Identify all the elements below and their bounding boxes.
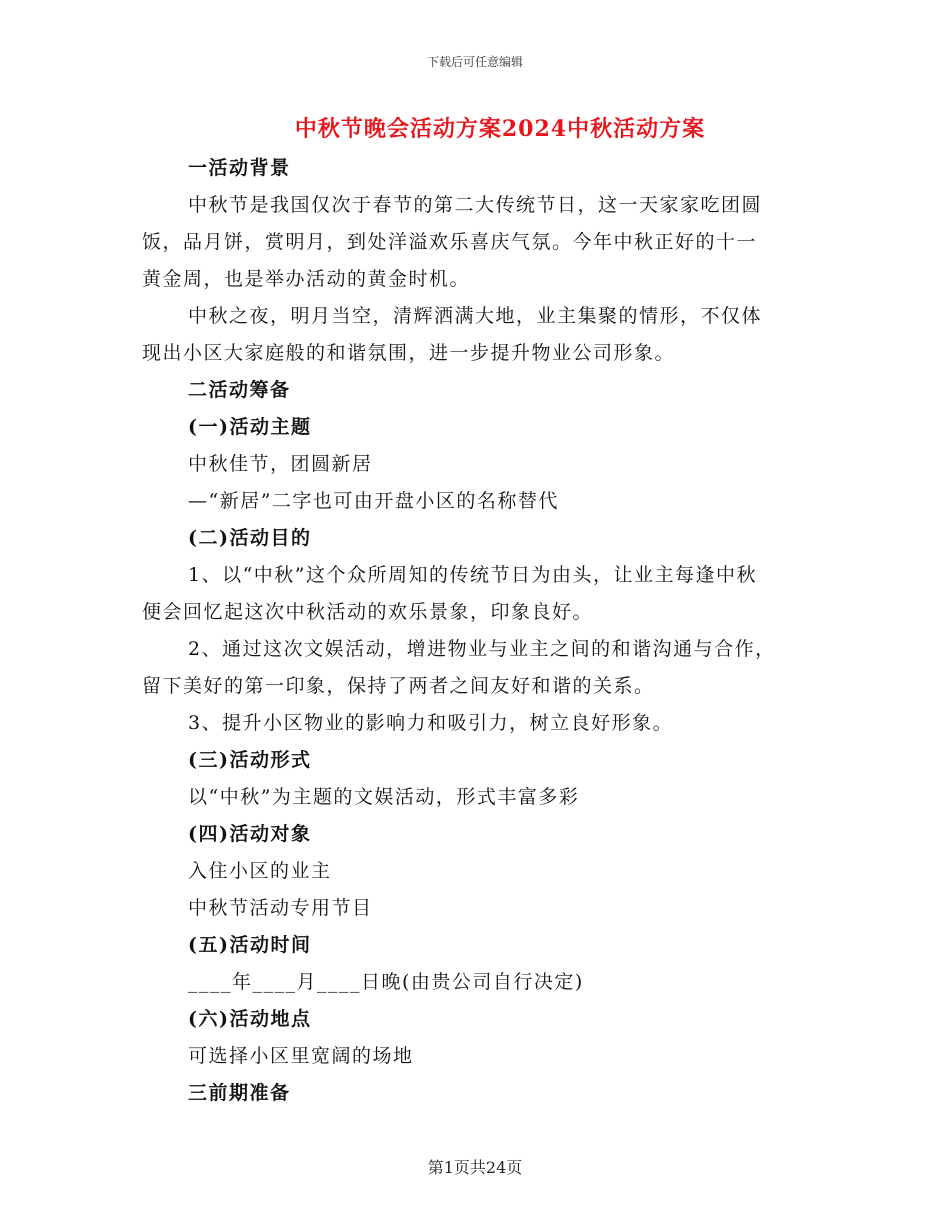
paragraph-line: 2、通过这次文娱活动，增进物业与业主之间的和谐沟通与合作，	[188, 638, 776, 660]
section-heading: (四)活动对象	[188, 823, 312, 845]
page-footer: 第1页共24页	[427, 1158, 523, 1177]
paragraph-line: 中秋佳节，团圆新居	[188, 453, 373, 475]
paragraph-line: 可选择小区里宽阔的场地	[188, 1045, 414, 1067]
section-heading: (二)活动目的	[188, 527, 312, 549]
section-heading: (六)活动地点	[188, 1008, 312, 1030]
document-body	[142, 150, 812, 1112]
paragraph-line: —“新居”二字也可由开盘小区的名称替代	[188, 490, 559, 512]
header-note: 下载后可任意编辑	[426, 55, 523, 69]
paragraph-line: ____年____月____日晚(由贵公司自行决定)	[188, 971, 584, 993]
paragraph-line: 入住小区的业主	[188, 860, 332, 882]
section-heading: 二活动筹备	[188, 379, 291, 401]
paragraph-line: 中秋节活动专用节目	[188, 897, 373, 919]
section-heading: 三前期准备	[188, 1082, 291, 1104]
section-heading: (五)活动时间	[188, 934, 312, 956]
paragraph-line: 中秋之夜，明月当空，清辉洒满大地，业主集聚的情形，不仅体	[188, 305, 763, 327]
paragraph-line: 现出小区大家庭般的和谐氛围，进一步提升物业公司形象。	[142, 342, 676, 364]
paragraph-line: 3、提升小区物业的影响力和吸引力，树立良好形象。	[188, 712, 674, 734]
section-heading: (一)活动主题	[188, 416, 312, 438]
paragraph-line: 以“中秋”为主题的文娱活动，形式丰富多彩	[188, 786, 580, 808]
document-title: 中秋节晚会活动方案2024中秋活动方案	[294, 116, 706, 142]
paragraph-line: 中秋节是我国仅次于春节的第二大传统节日，这一天家家吃团圆	[188, 194, 763, 216]
paragraph-line: 饭，品月饼，赏明月，到处洋溢欢乐喜庆气氛。今年中秋正好的十一	[142, 231, 758, 253]
paragraph-line: 黄金周，也是举办活动的黄金时机。	[142, 268, 471, 290]
paragraph-line: 便会回忆起这次中秋活动的欢乐景象，印象良好。	[142, 601, 594, 623]
section-heading: 一活动背景	[188, 157, 291, 179]
section-heading: (三)活动形式	[188, 749, 312, 771]
paragraph-line: 留下美好的第一印象，保持了两者之间友好和谐的关系。	[142, 675, 655, 697]
paragraph-line: 1、以“中秋”这个众所周知的传统节日为由头，让业主每逢中秋	[188, 564, 758, 586]
